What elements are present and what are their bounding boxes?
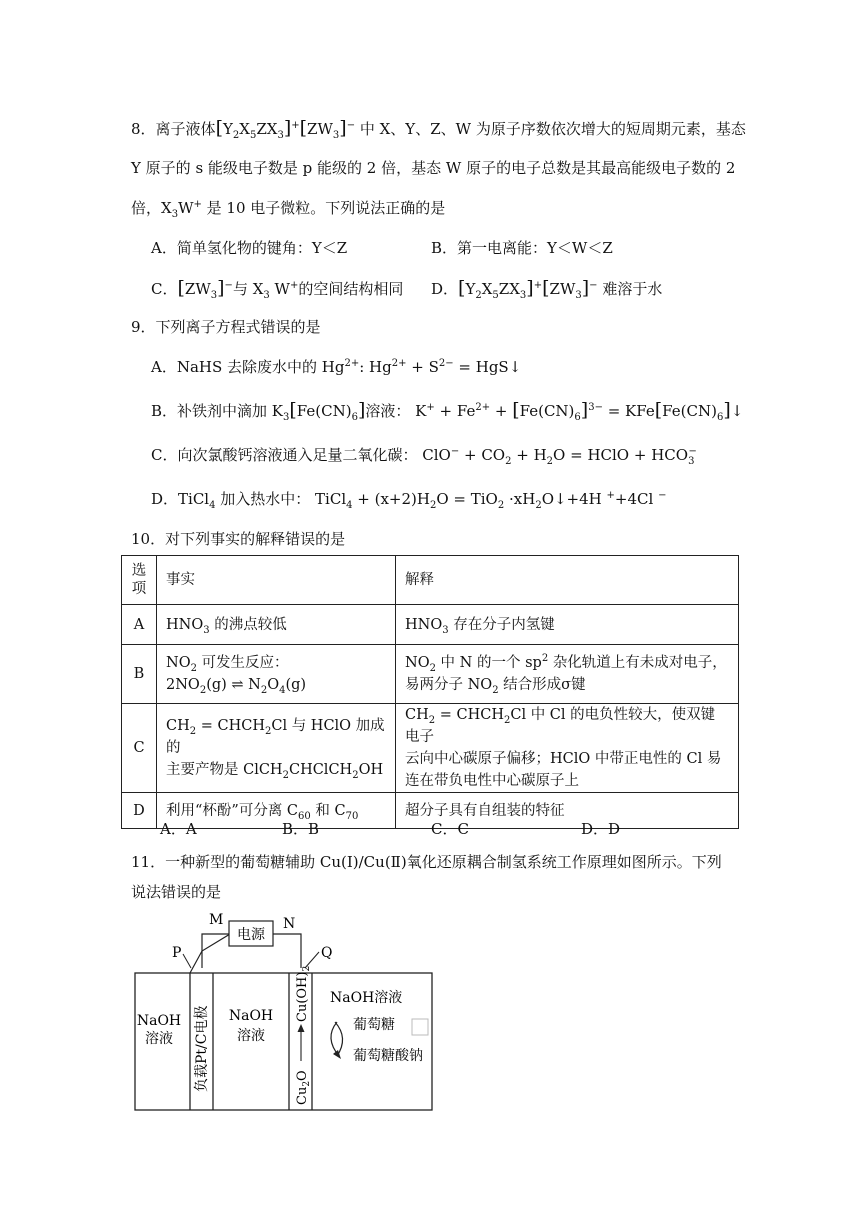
label-n: N xyxy=(283,916,296,932)
q8-text: 与 X xyxy=(232,280,264,298)
q10-choice-a[interactable]: A．A xyxy=(160,820,197,838)
q8-line1 xyxy=(131,117,746,139)
header-option: 选 项 xyxy=(122,556,157,605)
power-label: 电源 xyxy=(237,927,265,943)
table-row xyxy=(122,793,739,829)
label-p: P xyxy=(172,945,182,961)
option-text: D．TiCl xyxy=(151,490,210,508)
row-option: A xyxy=(122,605,157,645)
row-option: B xyxy=(122,645,157,704)
question-number: 8． xyxy=(131,120,156,138)
row-explanation: $CH_2$ = $CHCH_2Cl$ 中 Cl 的电负性较大，使双键电子 云向中心碳原子偏移；HClO 中带正电性的 Cl 易 连在带负电性中心碳原子上 xyxy=(396,704,739,793)
q11-stem-line2: 说法错误的是 xyxy=(131,883,222,901)
q9-option-d[interactable]: D．TiCl$_4$ 加入热水中： TiCl$_4$ + $(x+2)H_2O = TiO_2$ $\cdot xH_2O↓+4H$ ++4Cl − xyxy=(151,490,667,511)
q8-option-c[interactable]: C．$[ZW_3]^-$与 $X_3$ W+的空间结构相同 xyxy=(151,277,404,301)
option-label: D． xyxy=(431,280,459,298)
row-fact: $NO_2$ 可发生反应： $2NO_2(g)$ ⇌ $N_2O_4(g)$ xyxy=(157,645,396,704)
q8-option-a[interactable]: A．简单氢化物的键角：Y＜Z xyxy=(151,239,348,257)
option-text: 溶液： xyxy=(365,402,411,420)
q8-text: W xyxy=(178,199,194,217)
reaction-arrow-right xyxy=(335,1022,343,1056)
q8-text: 倍，X xyxy=(131,199,172,217)
table-row xyxy=(122,605,739,645)
facts-table xyxy=(121,555,739,829)
q8-option-d[interactable]: D．$[Y_2X_5ZX_3]^+[ZW_3]^-$ 难溶于水 xyxy=(431,277,663,301)
wire-left-main xyxy=(202,934,229,968)
q9-stem: 9．下列离子方程式错误的是 xyxy=(131,318,321,336)
label-m: M xyxy=(209,912,224,928)
option-text: A．NaHS 去除废水中的 Hg xyxy=(151,358,345,376)
equation: : Hg xyxy=(359,358,392,376)
q8-text: 离子液体 xyxy=(155,120,216,138)
glucose-box xyxy=(412,1019,428,1035)
svg-text:Cu(OH)2: $Cu(OH)_2$ xyxy=(295,965,312,1022)
right-solution: NaOH溶液 xyxy=(330,990,403,1006)
row-fact: $HNO_3$ 的沸点较低 xyxy=(157,605,396,645)
q10-choice-d[interactable]: D．D xyxy=(581,820,621,838)
row-option: D xyxy=(122,793,157,829)
q8-line3: 倍，$X_3W^+$ 是 10 电子微粒。下列说法正确的是 xyxy=(131,199,446,220)
q8-option-b[interactable]: B．第一电离能：Y＜W＜Z xyxy=(431,239,613,257)
wire-left xyxy=(190,928,230,973)
electrolysis-diagram xyxy=(125,910,445,1115)
q9-option-a[interactable]: A．NaHS 去除废水中的 $Hg^{2+}$: $Hg^{2+} + S^{2-}$ = HgS↓ xyxy=(151,358,522,376)
option-text: C．向次氯酸钙溶液通入足量二氧化碳： xyxy=(151,446,418,464)
svg-text:Cu2O: $Cu_2O$ xyxy=(295,1070,312,1105)
q8-text: 难溶于水 xyxy=(602,280,663,298)
q-leader xyxy=(305,952,319,968)
option-text: 加入热水中： xyxy=(215,490,311,508)
equation: + S xyxy=(406,358,439,376)
q11-stem-line1: 11．一种新型的葡萄糖辅助 Cu(Ⅰ)/Cu(Ⅱ)氧化还原耦合制氢系统工作原理如图所示。下列 xyxy=(131,853,722,871)
q10-choice-c[interactable]: C．C xyxy=(431,820,469,838)
option-text: B．补铁剂中滴加 K xyxy=(151,402,283,420)
left-solution-2: 溶液 xyxy=(145,1031,173,1047)
table-row xyxy=(122,704,739,793)
q8-text: 是 10 电子微粒。下列说法正确的是 xyxy=(206,199,446,217)
header-explanation: 解释 xyxy=(396,556,739,605)
q10-choice-b[interactable]: B．B xyxy=(282,820,320,838)
q8-text: 的空间结构相同 xyxy=(298,280,404,298)
row-explanation: $HNO_3$ 存在分子内氢键 xyxy=(396,605,739,645)
q9-option-b[interactable]: B．补铁剂中滴加 $K_3[Fe(CN)_6]$溶液： $K^+ + Fe^{2+} + [Fe(CN)_6]^{3-}$ = $KFe[Fe(CN)_6]↓$ xyxy=(151,399,744,423)
row-fact: 利用“杯酚”可分离 $C_{60}$ 和 $C_{70}$ xyxy=(157,793,396,829)
electrode-label: 负载Pt/C电极 xyxy=(194,1005,210,1092)
middle-solution-2: 溶液 xyxy=(237,1028,265,1044)
q10-stem: 10．对下列事实的解释错误的是 xyxy=(131,530,346,548)
row-explanation: 超分子具有自组装的特征 xyxy=(396,793,739,829)
cu-arrow-head xyxy=(298,1024,305,1032)
option-label: C． xyxy=(151,280,178,298)
p-leader xyxy=(183,954,191,968)
formula-cation: $[Y_2X_5ZX_3]^+[ZW_3]^-$ xyxy=(215,117,356,141)
header-fact: 事实 xyxy=(157,556,396,605)
q8-line2: Y 原子的 s 能级电子数是 p 能级的 2 倍，基态 W 原子的电子总数是其最高能级电子数的 2 xyxy=(131,159,736,177)
label-q: Q xyxy=(321,945,333,961)
glucose-label: 葡萄糖 xyxy=(353,1017,395,1033)
middle-solution-1: NaOH xyxy=(228,1008,274,1024)
cuoh2-label xyxy=(295,966,312,1022)
row-explanation: $NO_2$ 中 N 的一个 $sp^2$ 杂化轨道上有未成对电子， 易两分子 $NO_2$ 结合形成σ键 xyxy=(396,645,739,704)
row-fact: $CH_2$ = $CHCH_2Cl$ 与 HClO 加成的 主要产物是 ClCH$_2$CHClCH$_2$OH xyxy=(157,704,396,793)
table-row xyxy=(122,645,739,704)
equation: = HgS↓ xyxy=(453,358,522,376)
q9-option-c[interactable]: C．向次氯酸钙溶液通入足量二氧化碳： $ClO^- + CO_2 + H_2O$ = HClO + $HCO_3^-$ xyxy=(151,446,697,467)
row-option: C xyxy=(122,704,157,793)
gluconate-label: 葡萄糖酸钠 xyxy=(353,1048,423,1064)
left-solution-1: NaOH xyxy=(136,1013,182,1029)
cu2o-label xyxy=(295,1070,312,1105)
q8-text: 中 X、Y、Z、W 为原子序数依次增大的短周期元素，基态 xyxy=(359,120,746,138)
table-header-row xyxy=(122,556,739,605)
wire-right-main xyxy=(273,934,301,968)
